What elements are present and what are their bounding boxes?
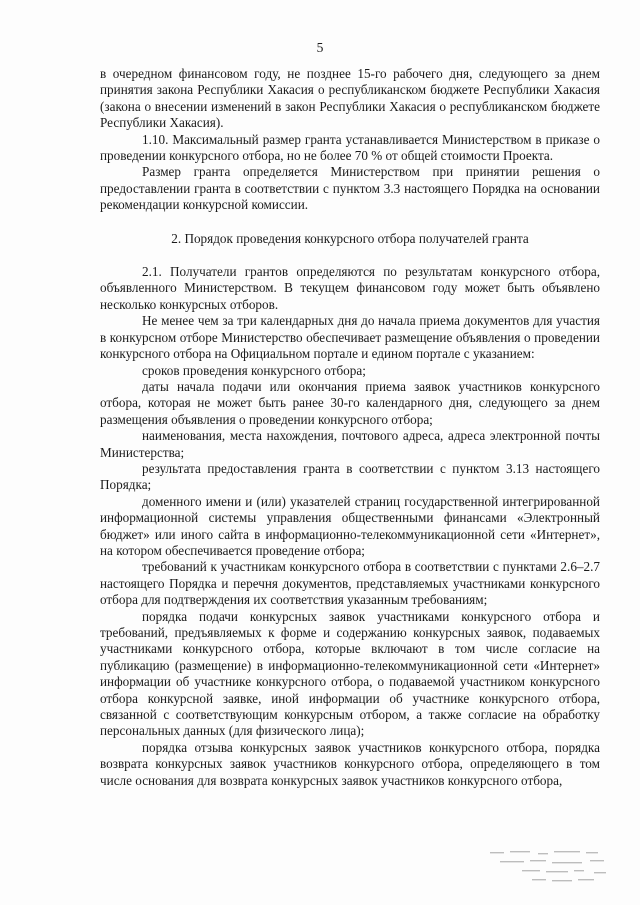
document-body: [100, 66, 600, 789]
page-number: 5: [316, 40, 324, 55]
paragraph: 1.10. Максимальный размер гранта устанавливается Министерством в приказе о проведении конкурсного отбора, но не более 70 % от общей стоимости Проекта.: [100, 131, 600, 164]
paragraph: 2.1. Получатели грантов определяются по результатам конкурсного отбора, объявленного Министерством. В текущем финансовом году может быть объявлено несколько конкурсных отборов.: [100, 264, 600, 312]
faint-stamp-mark: [482, 848, 612, 888]
spacer: [100, 247, 600, 264]
list-item: требований к участникам конкурсного отбора в соответствии с пунктами 2.6–2.7 настоящего Порядка и перечня документов, представляемых участниками конкурсного отбора для подтверждения их соответствия указанным требованиям;: [100, 559, 600, 608]
paragraph: Размер гранта определяется Министерством при принятии решения о предоставлении гранта в соответствии с пунктом 3.3 настоящего Порядка на основании рекомендации конкурсной комиссии.: [100, 164, 600, 213]
list-item: даты начала подачи или окончания приема заявок участников конкурсного отбора, которая не может быть ранее 30-го календарного дня, следующего за днем размещения объявления о проведении конкурсного отбора;: [100, 378, 600, 427]
list-item: сроков проведения конкурсного отбора;: [142, 362, 366, 378]
paragraph: Не менее чем за три календарных дня до начала приема документов для участия в конкурсном отборе Министерство обеспечивает размещение объявления о проведении конкурсного отбора на Официальном портале и едином портале с указанием:: [100, 313, 600, 362]
list-item: порядка подачи конкурсных заявок участниками конкурсного отбора и требований, предъявляемых к форме и содержанию конкурсных заявок, подаваемых участниками конкурсного отбора, которые включают в том числе согласие на публикацию (размещение) в информационно-телекоммуникационной сети «Интернет» информации об участнике конкурсного отбора, о подаваемой участником конкурсного отбора конкурсной заявке, иной информации об участнике конкурсного отбора, связанной с соответствующим конкурсным отбором, а также согласие на обработку персональных данных (для физического лица);: [100, 608, 600, 739]
section-heading: 2. Порядок проведения конкурсного отбора получателей гранта: [171, 230, 529, 246]
list-item: доменного имени и (или) указателей страниц государственной интегрированной информационной системы управления общественными финансами «Электронный бюджет» или иного сайта в информационно-телекоммуникационной сети «Интернет», на котором обеспечивается проведение отбора;: [100, 493, 600, 558]
list-item: наименования, места нахождения, почтового адреса, адреса электронной почты Министерства;: [100, 428, 600, 460]
list-item: результата предоставления гранта в соответствии с пунктом 3.13 настоящего Порядка;: [100, 460, 600, 493]
list-item: порядка отзыва конкурсных заявок участников конкурсного отбора, порядка возврата конкурсных заявок участников конкурсного отбора, определяющего в том числе основания для возврата конкурсных заявок участников конкурсного отбора,: [100, 739, 600, 788]
spacer: [100, 214, 600, 231]
paragraph: в очередном финансовом году, не позднее 15-го рабочего дня, следующего за днем принятия закона Республики Хакасия о республиканском бюджете Республики Хакасия (закона о внесении изменений в закон Республики Хакасия о республиканском бюджете Республики Хакасия).: [100, 66, 600, 131]
